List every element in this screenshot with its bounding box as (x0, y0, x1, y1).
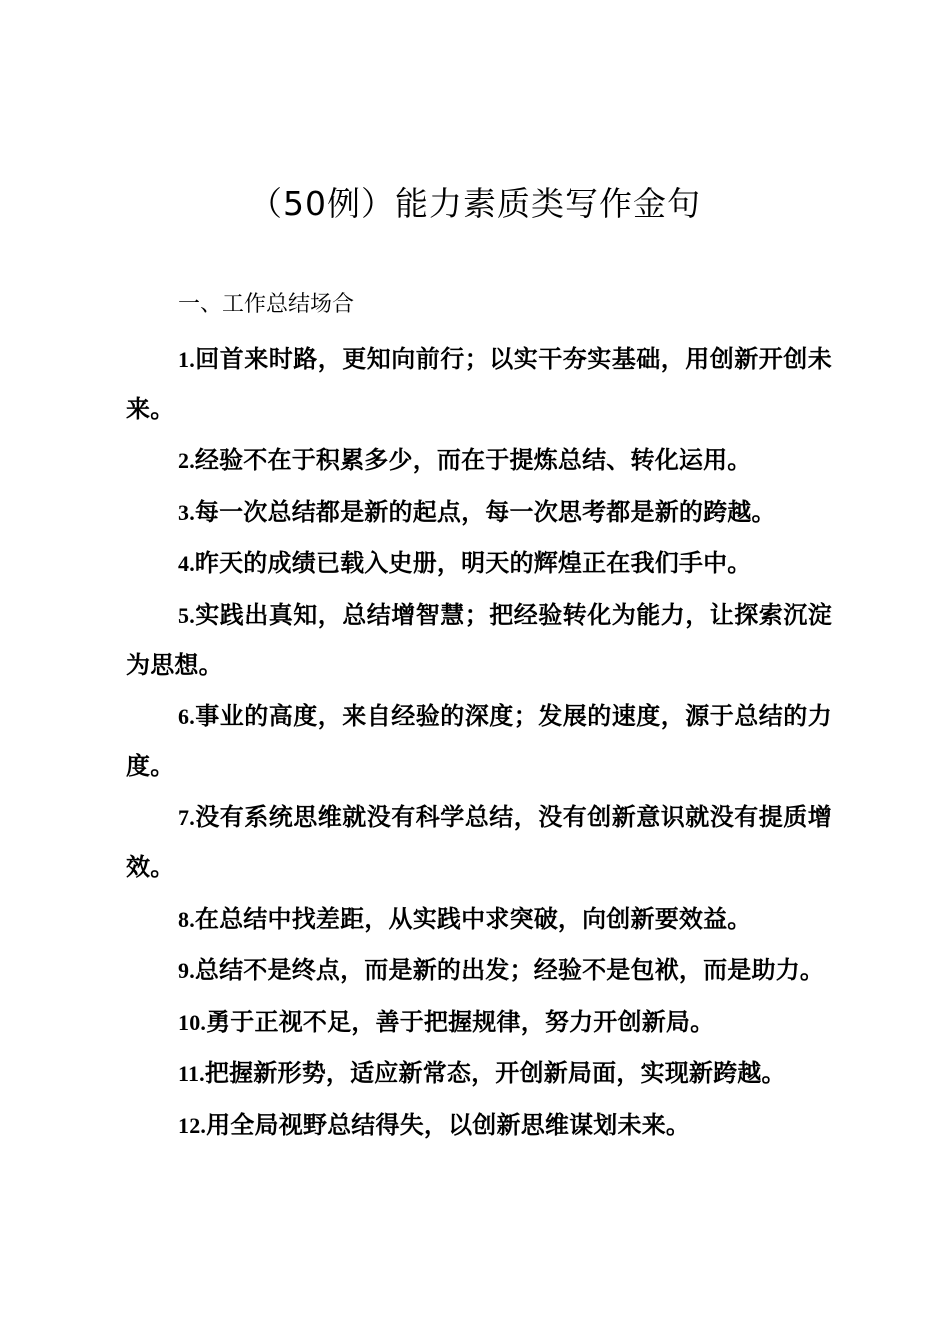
quote-item (126, 946, 832, 996)
quote-list (126, 335, 832, 1153)
quote-text: 事业的高度，来自经验的深度；发展的速度，源于总结的力度。 (126, 702, 832, 780)
quote-number: 6. (178, 704, 195, 730)
quote-number: 2. (178, 448, 195, 474)
quote-text: 经验不在于积累多少，而在于提炼总结、转化运用。 (194, 446, 752, 475)
quote-text: 用全局视野总结得失，以创新思维谋划未来。 (206, 1110, 691, 1139)
quote-item (126, 436, 832, 486)
quote-text: 总结不是终点，而是新的出发；经验不是包袱，而是助力。 (194, 956, 825, 985)
quote-text: 在总结中找差距，从实践中求突破，向创新要效益。 (194, 904, 752, 933)
quote-number: 7. (178, 805, 195, 831)
quote-item (126, 692, 832, 791)
quote-number: 12. (178, 1112, 207, 1138)
quote-item (126, 895, 832, 945)
quote-number: 1. (178, 347, 195, 372)
quote-number: 10. (178, 1009, 207, 1035)
quote-number: 11. (178, 1061, 205, 1087)
quote-item (126, 591, 832, 690)
quote-item (126, 998, 832, 1048)
quote-text: 实践出真知，总结增智慧；把经验转化为能力，让探索沉淀为思想。 (126, 600, 832, 679)
quote-number: 5. (178, 602, 195, 628)
quote-item (126, 1049, 832, 1099)
quote-item (126, 335, 832, 434)
quote-text: 没有系统思维就没有科学总结，没有创新意识就没有提质增效。 (126, 803, 832, 881)
quote-text: 每一次总结都是新的起点，每一次思考都是新的跨越。 (194, 497, 776, 526)
quote-item (126, 488, 832, 538)
quote-text: 回首来时路，更知向前行；以实干夯实基础，用创新开创未来。 (126, 345, 832, 423)
quote-item (126, 793, 832, 892)
quote-text: 勇于正视不足，善于把握规律，努力开创新局。 (206, 1007, 715, 1036)
quote-text: 昨天的成绩已载入史册，明天的辉煌正在我们手中。 (194, 549, 752, 578)
quote-number: 4. (178, 551, 195, 577)
quote-text: 把握新形势，适应新常态，开创新局面，实现新跨越。 (204, 1059, 786, 1088)
page-title: （50例）能力素质类写作金句 (249, 184, 701, 223)
quote-number: 9. (178, 958, 195, 984)
quote-number: 3. (178, 499, 195, 525)
quote-item (126, 1101, 832, 1151)
quote-number: 8. (178, 906, 195, 932)
quote-item (126, 539, 832, 589)
section-heading: 一、工作总结场合 (178, 292, 355, 317)
